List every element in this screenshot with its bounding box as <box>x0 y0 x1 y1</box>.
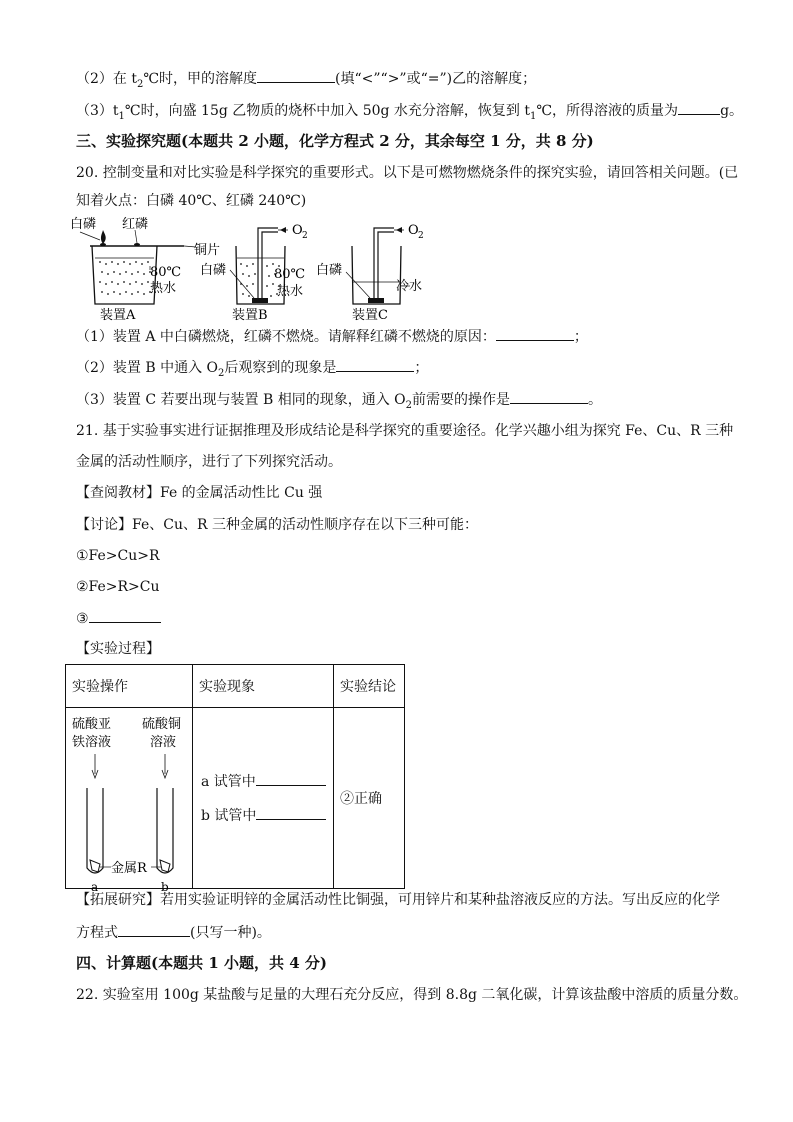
svg-text:铁溶液: 铁溶液 <box>72 735 112 750</box>
svg-text:白磷: 白磷 <box>70 217 97 232</box>
answer-blank[interactable] <box>496 326 574 341</box>
svg-text:热水: 热水 <box>277 284 304 299</box>
table-header-row <box>66 665 405 708</box>
svg-text:80℃: 80℃ <box>274 267 306 282</box>
operation-cell <box>66 708 193 894</box>
svg-text:装置C: 装置C <box>352 308 388 323</box>
svg-text:装置A: 装置A <box>100 308 136 323</box>
q21-process: 【实验过程】 <box>76 641 160 657</box>
svg-text:白磷: 白磷 <box>200 263 227 278</box>
apparatus-a <box>70 216 220 323</box>
svg-text:铜片: 铜片 <box>194 243 221 258</box>
svg-text:装置B: 装置B <box>232 308 268 323</box>
header-phenomenon: 实验现象 <box>193 665 334 708</box>
combustion-apparatus-figure <box>66 214 446 324</box>
svg-text:2: 2 <box>302 231 308 241</box>
svg-text:溶液: 溶液 <box>150 735 177 750</box>
q19-part3: $(3)t_1℃$时，向盛 15g 乙物质的烧杯中加入 50g 水充分溶解，恢复到 $t_1℃$，所得溶液的质量为 g。 <box>76 100 743 127</box>
svg-text:80℃: 80℃ <box>150 265 182 280</box>
q21-discuss: 【讨论】Fe、Cu、R 三种金属的活动性顺序存在以下三种可能： <box>76 517 478 533</box>
phenomenon-cell: a 试管中 b 试管中 <box>193 708 334 889</box>
q19-part2: （2）在 $t_2℃$时，甲的溶解度 (填“<”“>”或“=”)乙的溶解度； <box>76 68 536 95</box>
answer-blank[interactable] <box>256 771 326 786</box>
svg-text:2: 2 <box>418 231 424 241</box>
test-tube-b <box>157 788 173 873</box>
answer-blank[interactable] <box>510 389 588 404</box>
section-title: 三、实验探究题(本题共 2 小题，化学方程式 2 分，其余每空 1 分，共 8 分) <box>76 132 594 150</box>
q21-option-2: ②Fe>R>Cu <box>76 579 160 595</box>
table-row <box>66 708 405 889</box>
q21-stem: 21. 基于实验事实进行证据推理及形成结论是科学探究的重要途径。化学兴趣小组为探究 Fe、Cu、R 三种 <box>76 423 734 439</box>
q21-extend-cont: 方程式 (只写一种)。 <box>76 922 271 943</box>
q20-stem: 20. 控制变量和对比实验是科学探究的重要形式。以下是可燃物燃烧条件的探究实验，请回答相关问题。(已 <box>76 165 739 181</box>
answer-blank[interactable] <box>257 68 335 83</box>
q21-stem-cont: 金属的活动性顺序，进行了下列探究活动。 <box>76 454 342 470</box>
arrow-icon <box>280 227 286 233</box>
svg-text:热水: 热水 <box>150 281 177 296</box>
svg-text:金属R: 金属R <box>111 861 147 876</box>
answer-blank[interactable] <box>678 100 720 115</box>
q21-lookup: 【查阅教材】Fe 的金属活动性比 Cu 强 <box>76 485 323 501</box>
arrow-icon <box>396 227 402 233</box>
header-operation: 实验操作 <box>66 665 193 708</box>
q20-stem-cont: 知着火点：白磷 40℃、红磷 240℃) <box>76 193 307 209</box>
q21-extend: 【拓展研究】若用实验证明锌的金属活动性比铜强，可用锌片和某种盐溶液反应的方法。写出反应的化学 <box>76 892 720 908</box>
svg-text:b: b <box>161 880 169 894</box>
test-tube-diagram <box>66 708 186 894</box>
header-conclusion: 实验结论 <box>334 665 405 708</box>
svg-text:a: a <box>91 880 99 894</box>
svg-text:冷水: 冷水 <box>396 279 423 294</box>
q20-part1: （1）装置 A 中白磷燃烧，红磷不燃烧。请解释红磷不燃烧的原因： ； <box>76 326 588 347</box>
flame-icon <box>101 230 106 244</box>
q20-part3: （3）装置 C 若要出现与装置 B 相同的现象，通入 $O_2$前需要的操作是 。 <box>76 389 602 416</box>
svg-text:硫酸铜: 硫酸铜 <box>142 717 182 732</box>
answer-blank[interactable] <box>89 608 161 623</box>
experiment-table <box>65 664 405 894</box>
conclusion-cell: ②正确 <box>334 708 405 889</box>
svg-text:O: O <box>408 223 419 238</box>
q21-option-1: ①Fe>Cu>R <box>76 548 160 564</box>
apparatus-b <box>200 223 308 323</box>
q21-option-3: ③ <box>76 608 161 629</box>
svg-text:硫酸亚: 硫酸亚 <box>72 717 112 732</box>
q22-stem: 22. 实验室用 100g 某盐酸与足量的大理石充分反应，得到 8.8g 二氧化碳，计算该盐酸中溶质的质量分数。 <box>76 987 748 1003</box>
svg-text:O: O <box>292 223 303 238</box>
section-title: 四、计算题(本题共 1 小题，共 4 分) <box>76 954 327 972</box>
test-tube-a <box>87 788 103 873</box>
q20-part2: （2）装置 B 中通入 $O_2$后观察到的现象是 ； <box>76 357 428 384</box>
answer-blank[interactable] <box>336 357 414 372</box>
answer-blank[interactable] <box>256 805 326 820</box>
svg-text:白磷: 白磷 <box>316 263 343 278</box>
svg-text:红磷: 红磷 <box>122 217 149 232</box>
answer-blank[interactable] <box>118 922 190 937</box>
apparatus-c <box>316 223 424 323</box>
